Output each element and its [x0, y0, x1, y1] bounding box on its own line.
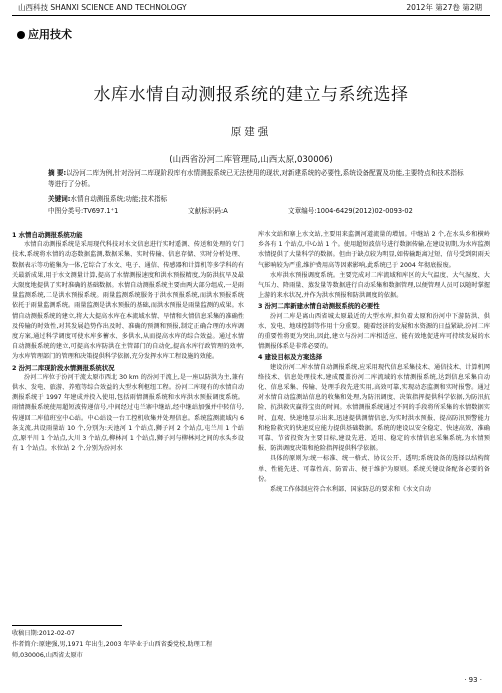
- abstract-text: 以汾河二库为例,针对汾河二库现阶段库有水情测报系统已无法使用的现状,对新建系统的必要性,系统设备配置及功能,主要特点和技术指标等进行了分析。: [48, 169, 464, 188]
- received-date: 收稿日期:2012-02-07: [12, 630, 75, 637]
- page-number: · 93 ·: [464, 676, 482, 684]
- section-heading: 1 水情自动测报系统功能: [12, 231, 83, 239]
- paragraph: 系统工作体制应符合水利部、国家防总的要求和《水文自动: [270, 486, 431, 494]
- article-number: 文章编号:1004-6429(2012)02-0093-02: [288, 207, 413, 215]
- clc-number: 中图分类号:TV697.1⁺1: [48, 207, 119, 215]
- section-tag-label: 应用技术: [28, 28, 72, 41]
- section-tag: [17, 26, 72, 42]
- paragraph: 库水文站和寨上水文站,主要用来监测河道流量的增加。中继站 2 个,在水头乡和横岭乡各有 1 个站点,中心站 1 个。使用超短波信号进行数据传输,在建设初期,为水库监测水情提供了大量科学的数据。但由于缺点较为明显,如传输距离过短、信号受到阴雨天气影响较为严重,维护费用高等因素影响,此系统已于 2004 年彻底报废。: [258, 231, 491, 269]
- keywords-text: 水情自动测报系统;功能;技术指标: [70, 195, 168, 203]
- paragraph: 汾河二库位于汾河干流太原市西北 30 km 的汾河干流上,是一座以防洪为主,兼有供水、发电、旅游、养殖等综合效益的大型水利枢纽工程。汾河二库现有的水情自动测报系统于 1997 年建成并投入使用,包括雨情测报系统和水库洪水预报调度系统。雨情测报系统使用超短波传递信号,中间经过屯兰寨中继站,经中继站加强并中转信号,传递回二库值班室中心站。中心站设一台工控机收集并处理信息。系统监测流域内 6 条支流,共设雨量站 10 个,分别为:天池河 1 个站点,狮子河 2 个站点,屯兰川 1 个站点,原平川 1 个站点,大川 3 个站点,柳林河 1 个站点,狮子河与柳林河之间的水头乡设有 1 个站点。水位站 2 个,分别为汾河水: [12, 373, 244, 453]
- article-title: 水库水情自动测报系统的建立与系统选择: [93, 85, 409, 105]
- section-heading: 4 建设目标及方案选择: [258, 353, 323, 362]
- header-rule: [12, 15, 490, 16]
- footnote: [12, 628, 244, 661]
- abstract: [48, 168, 468, 190]
- affiliation: (山西省汾河二库管理局,山西太原,030006): [169, 155, 333, 165]
- right-column: [258, 230, 490, 495]
- left-column: [12, 230, 244, 454]
- bullet-icon: [17, 31, 25, 39]
- abstract-label: 摘 要:: [48, 169, 67, 177]
- issue-info: 2012年 第27卷 第2期: [406, 3, 482, 12]
- paragraph: 水库洪水预报调度系统。主要完成对二库流域和库区的大气温度、大气湿度、大气压力、降雨量、蒸发量等数据进行自动采集和数据管理,以便管理人员可以随时掌握上游的来水状况,并作为洪水预报和防洪调度的依据。: [258, 271, 490, 300]
- author-bio: 作者简介:原建强,男,1971 年出生,2003 年毕业于山西省委党校,助理工程师,030006,山西省太原市: [12, 641, 213, 659]
- author: 原建强: [230, 126, 272, 138]
- section-heading: 2 汾河二库现阶段水情测报系统状况: [12, 363, 115, 372]
- footnote-rule: [12, 625, 122, 626]
- running-header: [0, 0, 502, 16]
- paragraph: 建设汾河二库水情自动测报系统,应采用现代信息采集技术、通信技术、计算机网络技术、信息处理技术,建成覆盖汾河二库流域的水情测报系统,达到信息采集自动化、信息采集、传输、处理手段先进实用,高效可靠,实现动态监测和实时报警。通过对水情自动监测站信息的收集和处理,为防汛调度、决策指挥提供科学依据,为防汛抗险、抗洪救灾赢得宝贵的时间。水情测报系统通过不同的手段将所采集的水情数据实时、直观、快速地显示出来,迅速提供测情信息,为实时洪水预报、提高防汛预警能力和枪险救灾的快速反应能力提供基础数据。系统的建设以安全稳定、快速高效、准确可靠、节省投资为主要目标,建设先进、适用、稳定的水情信息采集系统,为水情预报、防洪调度决策和抢险指挥提供科学依据。: [258, 363, 490, 453]
- document-code: 文献标识码:A: [188, 207, 228, 215]
- section-heading: 3 汾河二库新建水情自动测报系统的必要性: [258, 302, 380, 311]
- keywords: [48, 193, 167, 203]
- paragraph: 汾河二库是离山西省城太原最近的大型水库,担负着太原和汾河中下游防洪、供水、发电、地球控制等作用十分重要。随着经济的发展和水资源的日益紧缺,汾河二库的重要性将更为突出,因此,建立与汾河二库相适应、能有效地促进库可持续发展的水情测报体系是非常必要的。: [258, 312, 490, 351]
- paragraph: 水情自动测报系统是采用现代科技对水文信息进行实时遥测、传送和处理的专门技术,系统将水情的动态数据监测,数据采集、实时传输、信息存储、实时分析处理、数据表示等功能集为一体,它综合了水文、电子、通信、传感器和计算机等多学科的有关最新成果,用于水文测量计算,提高了水情测报速度和洪水预报精度,为防洪抗旱及最大限度地提供了实时准确的基础数据。水情自动测报系统主要由两大部分组成,一是雨量监测系统,二是洪水预报系统。雨量监测系统服务于洪水预报系统,而洪水预报系统依托于雨量监测系统。雨量监测是洪水预报的基础,而洪水预报是雨量监测的成果。水情自动测报系统的建立,将大大提高水库在本流域水情、旱情和火情信息采集的准确性及传输的时效性,对其发展趋势作出及时、准确的预测和预报,制定正确合理的水库调度方案,通过科学调度可使水库多蓄水、多供水,从而提高水库的综合效益。通过水情自动测报系统的建立,可提高水库防洪在主管部门的自动化,提高水库行政管理的效率,为水库管理部门的管理和决策提供科学依据,充分发挥水库工程设施的效能。: [12, 241, 244, 361]
- journal-name: 山西科技 SHANXI SCIENCE AND TECHNOLOGY: [18, 3, 187, 12]
- paragraph: 具体的原则为:统一标准、统一格式、协议公开、透明;系统设备的选择以结构简单、性能先进、可靠性高、防雷击、便于维护为原则。系统关键设备配备必要的备份。: [258, 455, 490, 483]
- keywords-label: 关键词:: [48, 195, 71, 203]
